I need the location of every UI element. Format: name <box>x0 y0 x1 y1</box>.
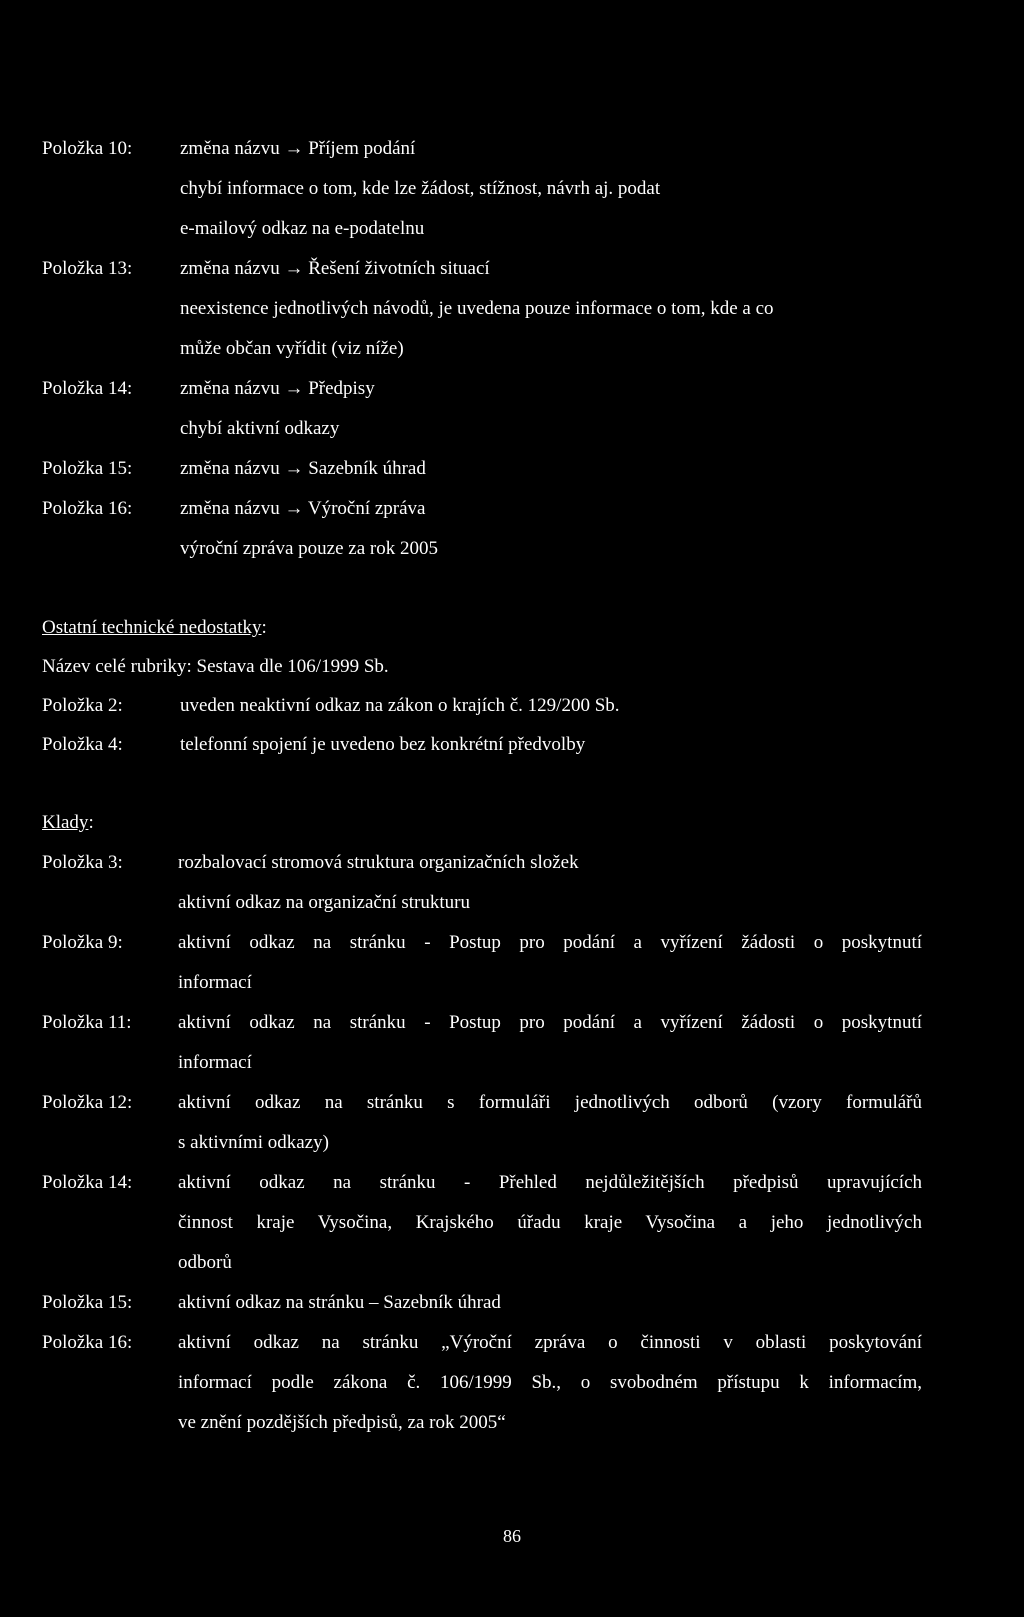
item-label: Položka 15: <box>42 458 133 479</box>
list-item <box>0 454 1024 484</box>
item-text: informací podle zákona č. 106/1999 Sb., o svobodném přístupu k informacím, <box>178 1372 922 1393</box>
list-item <box>0 294 1024 324</box>
item-text: uveden neaktivní odkaz na zákon o krajích č. 129/200 Sb. <box>180 695 620 716</box>
list-item <box>0 1408 1024 1438</box>
list-item <box>0 374 1024 404</box>
list-item <box>0 134 1024 164</box>
list-item <box>0 334 1024 364</box>
list-item <box>0 691 1024 721</box>
item-text: změna názvu → Příjem podání <box>180 138 416 159</box>
item-text: změna názvu → Řešení životních situací <box>180 258 490 279</box>
page-number: 86 <box>503 1526 521 1546</box>
list-item <box>0 1008 1024 1038</box>
item-label: Položka 4: <box>42 734 123 755</box>
item-text: informací <box>178 972 252 993</box>
list-item <box>0 1288 1024 1318</box>
item-text: aktivní odkaz na stránku - Postup pro podání a vyřízení žádosti o poskytnutí <box>178 932 922 953</box>
item-label: Položka 10: <box>42 138 133 159</box>
section-subtitle <box>0 652 1024 682</box>
item-text: aktivní odkaz na organizační strukturu <box>178 892 470 913</box>
item-text: změna názvu → Výroční zpráva <box>180 498 426 519</box>
list-item <box>0 888 1024 918</box>
list-item <box>0 1088 1024 1118</box>
item-text: chybí informace o tom, kde lze žádost, stížnost, návrh aj. podat <box>180 178 661 199</box>
item-text: aktivní odkaz na stránku – Sazebník úhrad <box>178 1292 501 1313</box>
item-text: aktivní odkaz na stránku s formuláři jednotlivých odborů (vzory formulářů <box>178 1092 922 1113</box>
item-text: odborů <box>178 1252 232 1273</box>
item-label: Položka 9: <box>42 932 123 953</box>
item-label: Položka 3: <box>42 852 123 873</box>
item-text: změna názvu → Sazebník úhrad <box>180 458 426 479</box>
item-text: ve znění pozdějších předpisů, za rok 2005“ <box>178 1412 506 1433</box>
subtitle-text: Název celé rubriky: Sestava dle 106/1999 Sb. <box>42 656 389 677</box>
list-item <box>0 174 1024 204</box>
list-item <box>0 1208 1024 1238</box>
item-text: s aktivními odkazy) <box>178 1132 329 1153</box>
section-heading <box>0 613 1024 643</box>
heading-text: Klady <box>42 812 89 833</box>
heading-colon: : <box>88 812 94 833</box>
item-text: telefonní spojení je uvedeno bez konkrétní předvolby <box>180 734 586 755</box>
heading-text: Ostatní technické nedostatky <box>42 617 262 638</box>
list-item <box>0 1168 1024 1198</box>
item-label: Položka 16: <box>42 498 133 519</box>
list-item <box>0 968 1024 998</box>
list-item <box>0 414 1024 444</box>
item-text: činnost kraje Vysočina, Krajského úřadu kraje Vysočina a jeho jednotlivých <box>178 1212 922 1233</box>
item-text: změna názvu → Předpisy <box>180 378 375 399</box>
item-text: e-mailový odkaz na e-podatelnu <box>180 218 425 239</box>
list-item <box>0 730 1024 760</box>
item-label: Položka 15: <box>42 1292 133 1313</box>
list-item <box>0 214 1024 244</box>
section-heading <box>0 808 1024 838</box>
list-item <box>0 254 1024 284</box>
heading-colon: : <box>261 617 267 638</box>
item-text: informací <box>178 1052 252 1073</box>
item-text: aktivní odkaz na stránku - Postup pro podání a vyřízení žádosti o poskytnutí <box>178 1012 922 1033</box>
item-text: rozbalovací stromová struktura organizačních složek <box>178 852 579 873</box>
item-text: výroční zpráva pouze za rok 2005 <box>180 538 438 559</box>
item-text: chybí aktivní odkazy <box>180 418 340 439</box>
list-item <box>0 1128 1024 1158</box>
list-item <box>0 1368 1024 1398</box>
item-text: aktivní odkaz na stránku „Výroční zpráva o činnosti v oblasti poskytování <box>178 1332 922 1353</box>
item-label: Položka 2: <box>42 695 123 716</box>
item-label: Položka 14: <box>42 1172 133 1193</box>
item-label: Položka 13: <box>42 258 133 279</box>
list-item <box>0 1048 1024 1078</box>
list-item <box>0 494 1024 524</box>
item-text: může občan vyřídit (viz níže) <box>180 338 404 359</box>
item-label: Položka 11: <box>42 1012 132 1033</box>
list-item <box>0 1248 1024 1278</box>
item-text: neexistence jednotlivých návodů, je uvedena pouze informace o tom, kde a co <box>180 298 774 319</box>
list-item <box>0 534 1024 564</box>
item-label: Položka 14: <box>42 378 133 399</box>
item-label: Položka 16: <box>42 1332 133 1353</box>
list-item <box>0 928 1024 958</box>
item-text: aktivní odkaz na stránku - Přehled nejdůležitějších předpisů upravujících <box>178 1172 922 1193</box>
list-item <box>0 1328 1024 1358</box>
item-label: Položka 12: <box>42 1092 133 1113</box>
list-item <box>0 848 1024 878</box>
